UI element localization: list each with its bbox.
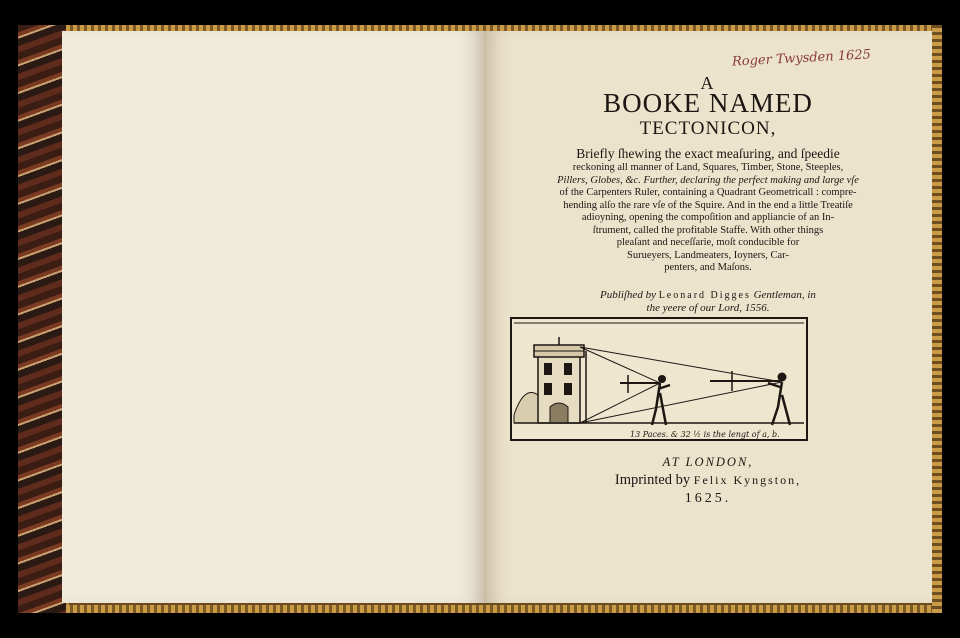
imprint-printer-line [484,472,932,489]
imprint-place: AT LONDON, [662,455,754,469]
handwritten-signature: Roger Twysden 1625 [731,47,872,70]
imprint-prefix: Imprinted by [614,472,691,488]
description-line: penters, and Maſons. [664,262,752,273]
description-line: ſtrument, called the profitable Staffe. With other things [592,224,824,236]
title-description [484,146,932,275]
gilt-border-right [932,25,942,613]
published-suffix: Gentleman, in [753,289,816,301]
description-line: hending alſo the rare vſe of the Squire. And in the end a little Treatiſe [563,199,853,211]
author-name: Leonard Digges [658,290,751,301]
illustration-caption: 13 Paces. & 32 ½ is the lengt of a, b. [630,430,780,439]
description-line: Pillers, Globes, &c. Further, declaring the perfect making and large vſe [557,174,859,186]
title-line-booke-named: BOOKE NAMED [603,88,813,118]
open-book [18,25,942,613]
woodcut-illustration [510,315,810,443]
publication-note [484,289,932,315]
tower-icon [534,337,584,423]
published-year-line: the yeere of our Lord, 1556. [646,302,770,314]
title-page [484,31,932,603]
printer-name: Felix Kyngston, [693,473,802,487]
description-line: Briefly ſhewing the exact meaſuring, and ſpeedie [576,146,840,161]
description-line: adioyning, opening the compoſition and appliancie of an In- [581,212,835,223]
description-line: pleaſant and neceſſarie, moſt conducible for [616,237,800,248]
imprint-year: 1625. [684,491,732,506]
title-line-a: A [700,73,716,93]
published-prefix: Publiſhed by [600,289,656,301]
description-line: reckoning all manner of Land, Squares, Timber, Stone, Steeples, [572,162,844,173]
description-line: Surueyers, Landmeaters, Ioyners, Car- [627,249,789,261]
blank-left-page [62,31,484,603]
gilt-border-bottom [66,605,936,613]
title-line-tectonicon: TECTONICON, [639,118,777,139]
description-line: of the Carpenters Ruler, containing a Quadrant Geometricall : compre- [559,187,857,198]
